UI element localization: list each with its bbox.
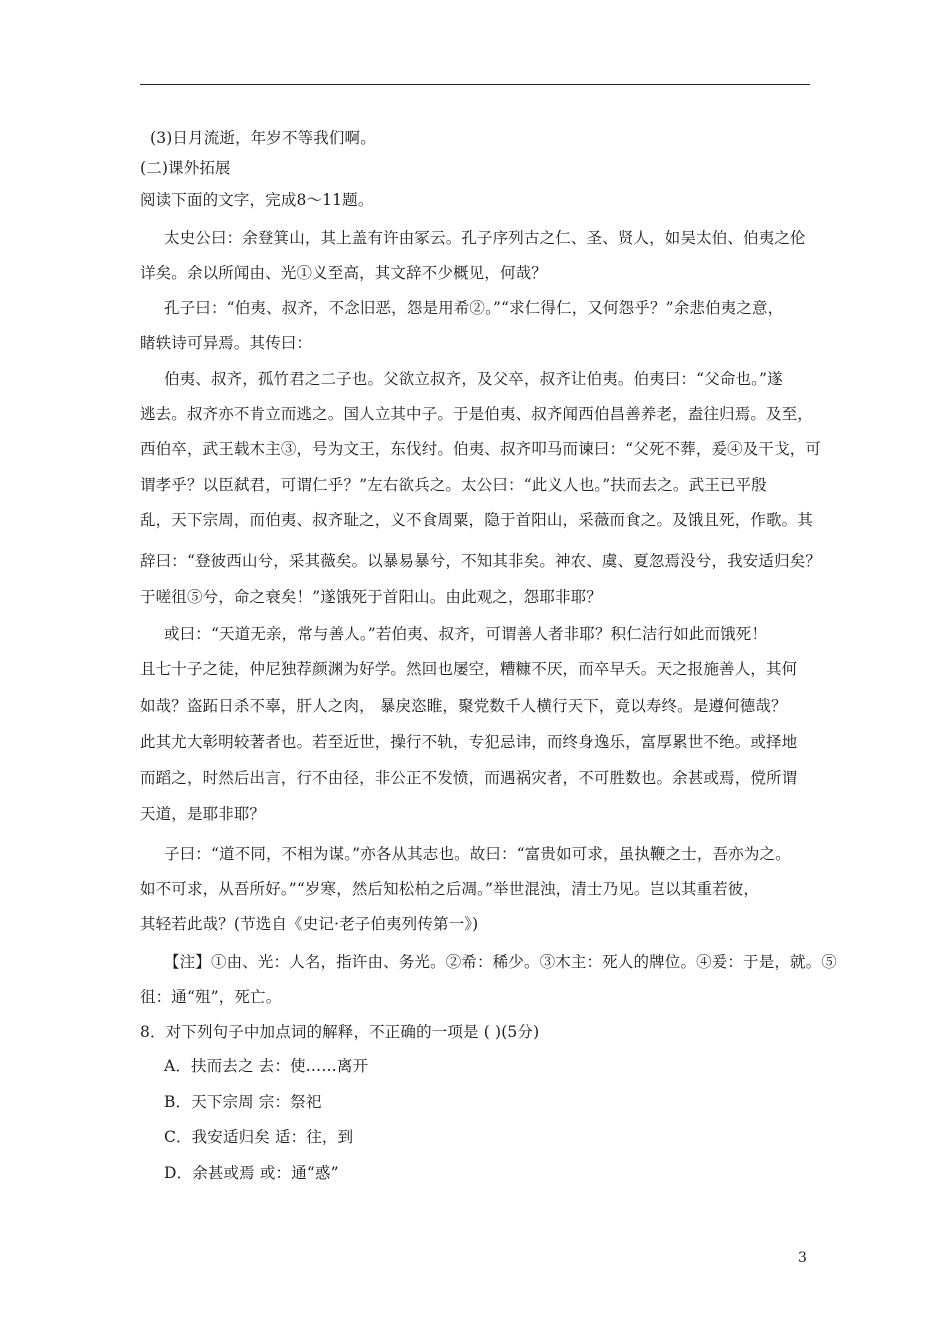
note-line: 【注】①由、光：人名，指许由、务光。②希：稀少。③木主：死人的牌位。④爰：于是，就。⑤: [164, 953, 837, 971]
passage-line: 子曰：“道不同，不相为谋。”亦各从其志也。故曰：“富贵如可求，虽执鞭之士，吾亦为之。: [164, 845, 791, 863]
passage-line: 如哉？盗跖日杀不辜，肝人之肉， 暴戾恣睢，聚党数千人横行天下，竟以寿终。是遵何德哉？: [140, 697, 787, 715]
option-c: C．我安适归矣 适：往，到: [164, 1128, 354, 1146]
passage-line: 西伯卒，武王载木主③，号为文王，东伐纣。伯夷、叔齐叩马而谏曰：“父死不葬，爰④及干戈，可: [140, 440, 822, 458]
instruction-line: 阅读下面的文字，完成8～11题。: [140, 191, 374, 209]
passage-line: 天道，是耶非耶？: [140, 805, 266, 823]
passage-line: 太史公曰：余登箕山，其上盖有许由冢云。孔子序列古之仁、圣、贤人，如吴太伯、伯夷之伦: [164, 229, 806, 247]
text-line: (3)日月流逝，年岁不等我们啊。: [150, 129, 376, 147]
passage-line: 孔子曰：“伯夷、叔齐，不念旧恶，怨是用希②。”“求仁得仁，又何怨乎？”余悲伯夷之意，: [164, 299, 784, 317]
passage-line: 伯夷、叔齐，孤竹君之二子也。父欲立叔齐，及父卒，叔齐让伯夷。伯夷曰：“父命也。”遂: [164, 370, 783, 388]
passage-line: 详矣。余以所闻由、光①义至高，其文辞不少概见，何哉？: [140, 264, 547, 282]
passage-line: 睹轶诗可异焉。其传曰：: [140, 334, 313, 352]
passage-line: 且七十子之徒，仲尼独荐颜渊为好学。然回也屡空，糟糠不厌，而卒早夭。天之报施善人，其何: [140, 660, 798, 678]
section-heading: (二)课外拓展: [140, 159, 231, 177]
passage-line: 如不可求，从吾所好。”“岁寒，然后知松柏之后凋。”举世混浊，清士乃见。岂以其重若彼，: [140, 880, 760, 898]
option-a: A．扶而去之 去：使……离开: [164, 1057, 369, 1075]
note-line: 徂：通“殂”，死亡。: [140, 988, 282, 1006]
question-stem: 8．对下列句子中加点词的解释，不正确的一项是 ( )(5分): [140, 1023, 540, 1041]
passage-line: 乱，天下宗周，而伯夷、叔齐耻之，义不食周粟，隐于首阳山，采薇而食之。及饿且死，作歌。其: [140, 511, 813, 529]
passage-line: 逃去。叔齐亦不肯立而逃之。国人立其中子。于是伯夷、叔齐闻西伯昌善养老，盍往归焉。及至，: [140, 405, 813, 423]
passage-line: 于嗟徂⑤兮，命之衰矣！”遂饿死于首阳山。由此观之，怨耶非耶？: [140, 588, 602, 606]
page-number: 3: [798, 1250, 807, 1266]
passage-line: 此其尤大彰明较著者也。若至近世，操行不轨，专犯忌讳，而终身逸乐，富厚累世不绝。或择地: [140, 733, 798, 751]
option-d: D．余甚或焉 或：通“惑”: [164, 1164, 339, 1182]
passage-line: 而蹈之，时然后出言，行不由径，非公正不发愤，而遇祸灾者，不可胜数也。余甚或焉，傥所谓: [140, 769, 798, 787]
passage-line: 或曰：“天道无亲，常与善人。”若伯夷、叔齐，可谓善人者非耶？积仁洁行如此而饿死！: [164, 625, 768, 643]
header-rule: [140, 84, 810, 85]
passage-line: 谓孝乎？以臣弑君，可谓仁乎？”左右欲兵之。太公曰：“此义人也。”扶而去之。武王已平殷: [140, 476, 767, 494]
option-b: B．天下宗周 宗：祭祀: [164, 1093, 322, 1111]
passage-line: 其轻若此哉？(节选自《史记·老子伯夷列传第一》): [140, 915, 479, 933]
passage-line: 辞曰：“登彼西山兮，采其薇矣。以暴易暴兮，不知其非矣。神农、虞、夏忽焉没兮，我安适归矣？: [140, 552, 822, 570]
